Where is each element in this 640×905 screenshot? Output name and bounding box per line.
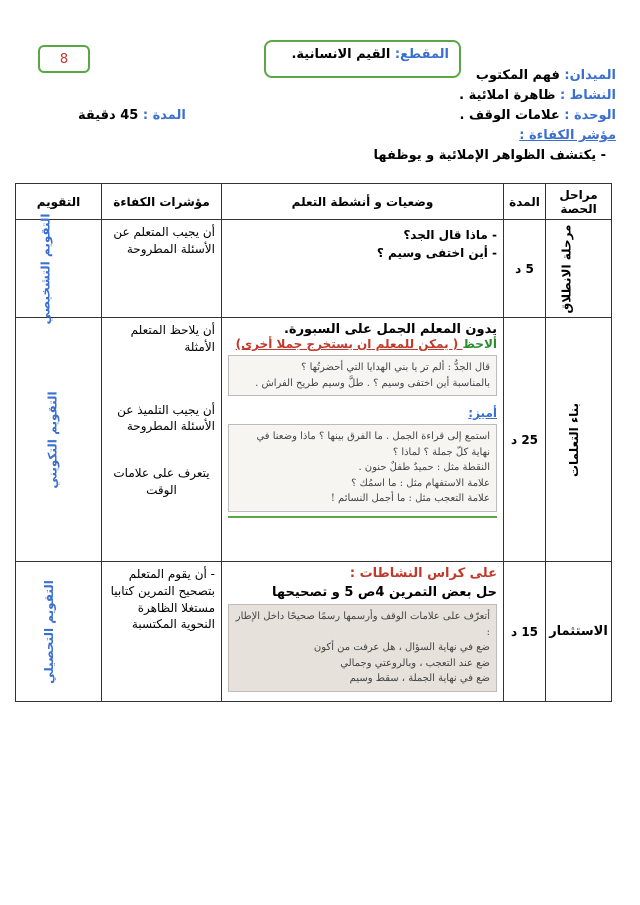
competence-label-line: مؤشر الكفاءة : (519, 128, 616, 143)
unit-label: المقطع: (394, 47, 449, 62)
lesson-plan-table (15, 183, 612, 702)
header-stages: مراحل الحصة (546, 184, 612, 220)
competence-value: - يكتشف الظواهر الإملائية و يوظفها (373, 148, 606, 163)
evaluation-cell: التقويم التكويني (16, 318, 102, 562)
unit-value: القيم الانسانية. (291, 47, 391, 62)
duration-cell: 15 د (504, 562, 546, 702)
indicators-cell: أن يجيب المتعلم عن الأسئلة المطروحة (102, 220, 222, 318)
green-divider (228, 516, 497, 518)
stage-cell: بناء التعلمات (546, 318, 612, 562)
header-evaluation: التقويم (16, 184, 102, 220)
table-row (16, 562, 612, 702)
unit-box (264, 40, 461, 78)
table-row (16, 318, 612, 562)
evaluation-cell: التقويم التشخيصي (16, 220, 102, 318)
stage-cell: مرحلة الانطلاق (546, 220, 612, 318)
table-row (16, 220, 612, 318)
duration-line: المدة : 45 دقيقة (78, 108, 186, 123)
duration-cell: 25 د (504, 318, 546, 562)
rules-photo: استمع إلى قراءة الجمل . ما الفرق بينها ؟ ماذا وضعنا في نهاية كلّ جملة ؟ لماذا ؟ النقطة مثل : حميدٌ طفلٌ حنون . علامة الاستفهام مثل : ما اسمُك ؟ علامة التعجب مثل : ما أجمل النسائم ! (228, 424, 497, 512)
header-indicators: مؤشرات الكفاءة (102, 184, 222, 220)
activity-line: النشاط : ظاهرة املائية . (459, 88, 616, 103)
examples-photo: قال الجدُّ : ألم تر يا بني الهدايا التي أحضرتُها ؟ بالمناسبة أين اختفى وسيم ؟ . طلَّ وسيم طريح الفراش . (228, 355, 497, 396)
page-number-badge: 8 (38, 45, 90, 73)
evaluation-cell: التقويم التحصيلي (16, 562, 102, 702)
activities-cell: - ماذا قال الجد؟ - أين اختفى وسيم ؟ (222, 220, 504, 318)
indicators-cell: أن يلاحظ المتعلم الأمثلة أن يجيب التلميذ عن الأسئلة المطروحة يتعرف على علامات الوقت (102, 318, 222, 562)
table-header-row (16, 184, 612, 220)
header-activities: وضعيات و أنشطة التعلم (222, 184, 504, 220)
indicators-cell: - أن يقوم المتعلم بتصحيح التمرين كتابيا مستغلا الظاهرة النحوية المكتسبة (102, 562, 222, 702)
exercise-photo: أتعرّف على علامات الوقف وأرسمها رسمًا صحيحًا داخل الإطار : ضع في نهاية السؤال ، هل عرفت من أكون ضع عند التعجب ، وبالروعتي وجمالي ضع في نهاية الجملة ، سقط وسيم (228, 604, 497, 692)
activities-cell: يدون المعلم الجمل على السبورة. ألاحظ ( يمكن للمعلم ان يستخرج جملا أخرى) قال الجدُّ : ألم تر يا بني الهدايا التي أحضرتُها ؟ بالمناسبة أين اختفى وسيم ؟ . طلَّ وسيم طريح الفراش . أميز: استمع إلى قراءة الجمل . ما الفرق بينها ؟ ماذا وضعنا في نهاية كلّ جملة ؟ لماذا ؟ النقطة مثل : حميدٌ طفلٌ حنون . علامة الاستفهام مثل : ما اسمُك ؟ علامة التعجب مثل : ما أجمل النسائم ! (222, 318, 504, 562)
header-duration: المدة (504, 184, 546, 220)
activities-cell: على كراس النشاطات : حل بعض التمرين 4ص 5 و تصحيحها أتعرّف على علامات الوقف وأرسمها رسمًا صحيحًا داخل الإطار : ضع في نهاية السؤال ، هل عرفت من أكون ضع عند التعجب ، وبالروعتي وجمالي ضع في نهاية الجملة ، سقط وسيم (222, 562, 504, 702)
field-line: الميدان: فهم المكتوب (475, 68, 616, 83)
duration-cell: 5 د (504, 220, 546, 318)
lesson-line: الوحدة : علامات الوقف . (459, 108, 616, 123)
stage-cell: الاستثمار (546, 562, 612, 702)
